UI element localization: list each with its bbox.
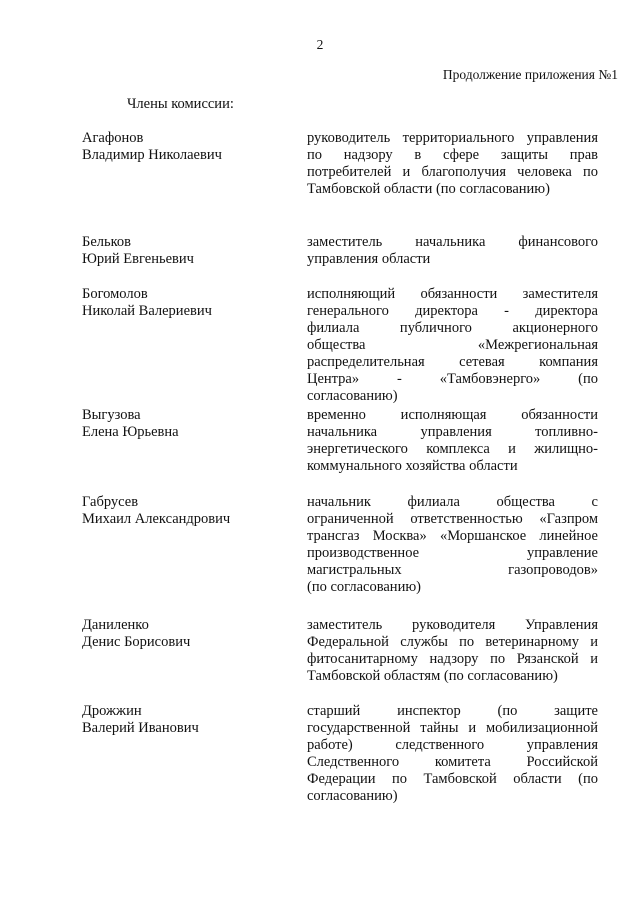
position-line: временно исполняющая обязанности — [307, 407, 598, 423]
position-line: (по согласованию) — [307, 579, 421, 595]
member-position — [307, 130, 598, 198]
position-line: филиала публичного акционерного — [307, 320, 598, 336]
position-line: Центра» - «Тамбовэнерго» (по — [307, 371, 598, 387]
position-line: начальник филиала общества с — [307, 494, 598, 510]
member-given-names: Михаил Александрович — [82, 511, 231, 527]
member-name — [82, 130, 292, 164]
position-line: заместитель начальника финансового — [307, 234, 598, 250]
member-given-names: Николай Валериевич — [82, 303, 212, 319]
member-surname: Дрожжин — [82, 703, 142, 719]
position-line: фитосанитарному надзору по Рязанской и — [307, 651, 598, 667]
position-line: заместитель руководителя Управления — [307, 617, 598, 633]
member-given-names: Юрий Евгеньевич — [82, 251, 194, 267]
position-line: Федерации по Тамбовской области (по — [307, 771, 598, 787]
position-line: руководитель территориального управления — [307, 130, 598, 146]
member-name — [82, 407, 292, 441]
position-line: магистральных газопроводов» — [307, 562, 598, 578]
position-line: Следственного комитета Российской — [307, 754, 598, 770]
position-line: коммунального хозяйства области — [307, 458, 518, 474]
member-position — [307, 703, 598, 805]
member-name — [82, 617, 292, 651]
page-number: 2 — [316, 37, 324, 52]
member-surname: Даниленко — [82, 617, 149, 633]
member-given-names: Владимир Николаевич — [82, 147, 222, 163]
member-surname: Выгузова — [82, 407, 141, 423]
position-line: Федеральной службы по ветеринарному и — [307, 634, 598, 650]
position-line: энергетического комплекса и жилищно- — [307, 441, 598, 457]
position-line: согласованию) — [307, 788, 398, 804]
member-surname: Габрусев — [82, 494, 139, 510]
member-position — [307, 234, 598, 268]
member-surname: Богомолов — [82, 286, 148, 302]
position-line: работе) следственного управления — [307, 737, 598, 753]
member-name — [82, 286, 292, 320]
position-line: ограниченной ответственностью «Газпром — [307, 511, 598, 527]
member-position — [307, 494, 598, 596]
position-line: распределительная сетевая компания — [307, 354, 598, 370]
position-line: исполняющий обязанности заместителя — [307, 286, 598, 302]
member-name — [82, 703, 292, 737]
position-line: производственное управление — [307, 545, 598, 561]
members-heading: Члены комиссии: — [127, 96, 234, 112]
member-surname: Агафонов — [82, 130, 144, 146]
member-name — [82, 234, 292, 268]
member-name — [82, 494, 292, 528]
member-position — [307, 286, 598, 405]
position-line: Тамбовской областям (по согласованию) — [307, 668, 558, 684]
member-position — [307, 617, 598, 685]
member-position — [307, 407, 598, 475]
appendix-continuation-note: Продолжение приложения №1 — [442, 67, 618, 82]
member-given-names: Валерий Иванович — [82, 720, 199, 736]
position-line: государственной тайны и мобилизационной — [307, 720, 598, 736]
position-line: трансгаз Москва» «Моршанское линейное — [307, 528, 598, 544]
position-line: согласованию) — [307, 388, 398, 404]
position-line: Тамбовской области (по согласованию) — [307, 181, 550, 197]
position-line: начальника управления топливно- — [307, 424, 598, 440]
position-line: старший инспектор (по защите — [307, 703, 598, 719]
member-given-names: Денис Борисович — [82, 634, 191, 650]
member-surname: Бельков — [82, 234, 132, 250]
member-given-names: Елена Юрьевна — [82, 424, 179, 440]
position-line: по надзору в сфере защиты прав — [307, 147, 598, 163]
position-line: генерального директора - директора — [307, 303, 598, 319]
position-line: управления области — [307, 251, 431, 267]
position-line: общества «Межрегиональная — [307, 337, 598, 353]
position-line: потребителей и благополучия человека по — [307, 164, 598, 180]
